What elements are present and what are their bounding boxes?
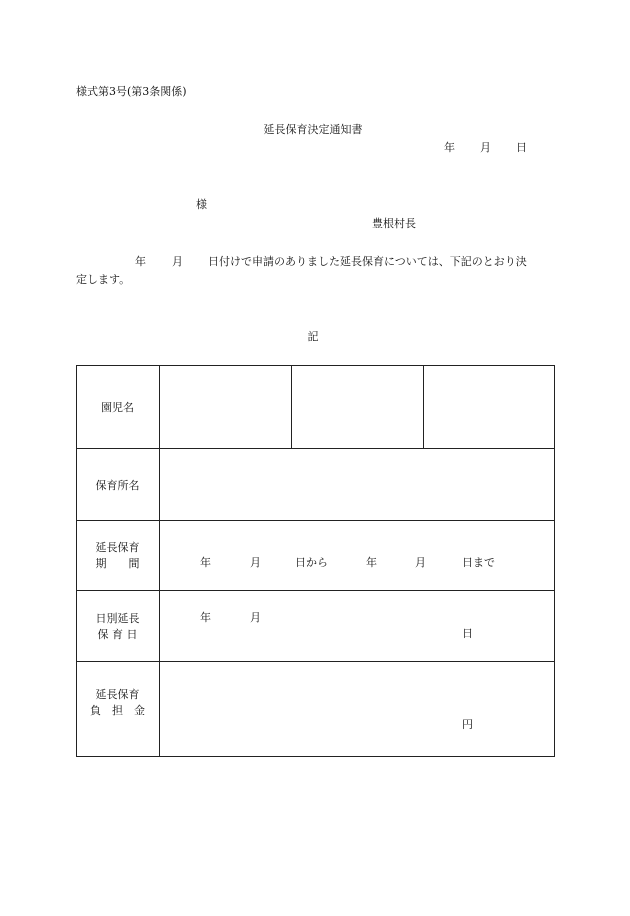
table-row-divider bbox=[76, 448, 555, 449]
period-label-line2: 期 間 bbox=[95, 557, 140, 570]
table-row-divider bbox=[76, 590, 555, 591]
child-name-col-divider bbox=[423, 365, 424, 449]
period-end-month: 月 bbox=[415, 556, 426, 569]
fee-currency-unit: 円 bbox=[462, 718, 473, 731]
table-label-divider bbox=[159, 365, 160, 757]
table-border-right bbox=[554, 365, 555, 757]
sender-name: 豊根村長 bbox=[372, 217, 416, 230]
document-title: 延長保育決定通知書 bbox=[263, 123, 363, 136]
child-name-col-divider bbox=[291, 365, 292, 449]
header-date-year: 年 bbox=[444, 141, 455, 154]
body-line2-text: 定します。 bbox=[76, 273, 131, 286]
body-line1-text: 日付けで申請のありました延長保育については、下記のとおり決 bbox=[208, 255, 527, 268]
daily-label-line2: 保 育 日 bbox=[97, 628, 138, 641]
daily-month: 月 bbox=[250, 611, 261, 624]
period-start-month: 月 bbox=[250, 556, 261, 569]
addressee-honorific: 様 bbox=[196, 198, 207, 211]
period-label-line1: 延長保育 bbox=[95, 541, 140, 554]
child-name-label: 園児名 bbox=[101, 401, 134, 414]
table-row-divider bbox=[76, 661, 555, 662]
period-start-year: 年 bbox=[200, 556, 211, 569]
header-date-month: 月 bbox=[480, 141, 491, 154]
period-end-year: 年 bbox=[366, 556, 377, 569]
body-date-year: 年 bbox=[135, 255, 146, 268]
daily-day-unit: 日 bbox=[462, 627, 473, 640]
period-start-suffix: 日から bbox=[295, 556, 328, 569]
header-date-day: 日 bbox=[516, 141, 527, 154]
table-border-bottom bbox=[76, 756, 555, 757]
fee-label-line2: 負 担 金 bbox=[90, 704, 145, 717]
table-row-divider bbox=[76, 520, 555, 521]
form-number: 様式第3号(第3条関係) bbox=[76, 85, 187, 98]
ki-marker: 記 bbox=[307, 330, 319, 343]
body-date-month: 月 bbox=[172, 255, 183, 268]
table-border-top bbox=[76, 365, 555, 366]
decision-table bbox=[76, 365, 555, 757]
period-end-suffix: 日まで bbox=[462, 556, 495, 569]
daily-year: 年 bbox=[200, 611, 211, 624]
fee-label-line1: 延長保育 bbox=[95, 688, 140, 701]
daily-label-line1: 日別延長 bbox=[95, 612, 140, 625]
facility-name-label: 保育所名 bbox=[95, 479, 140, 492]
